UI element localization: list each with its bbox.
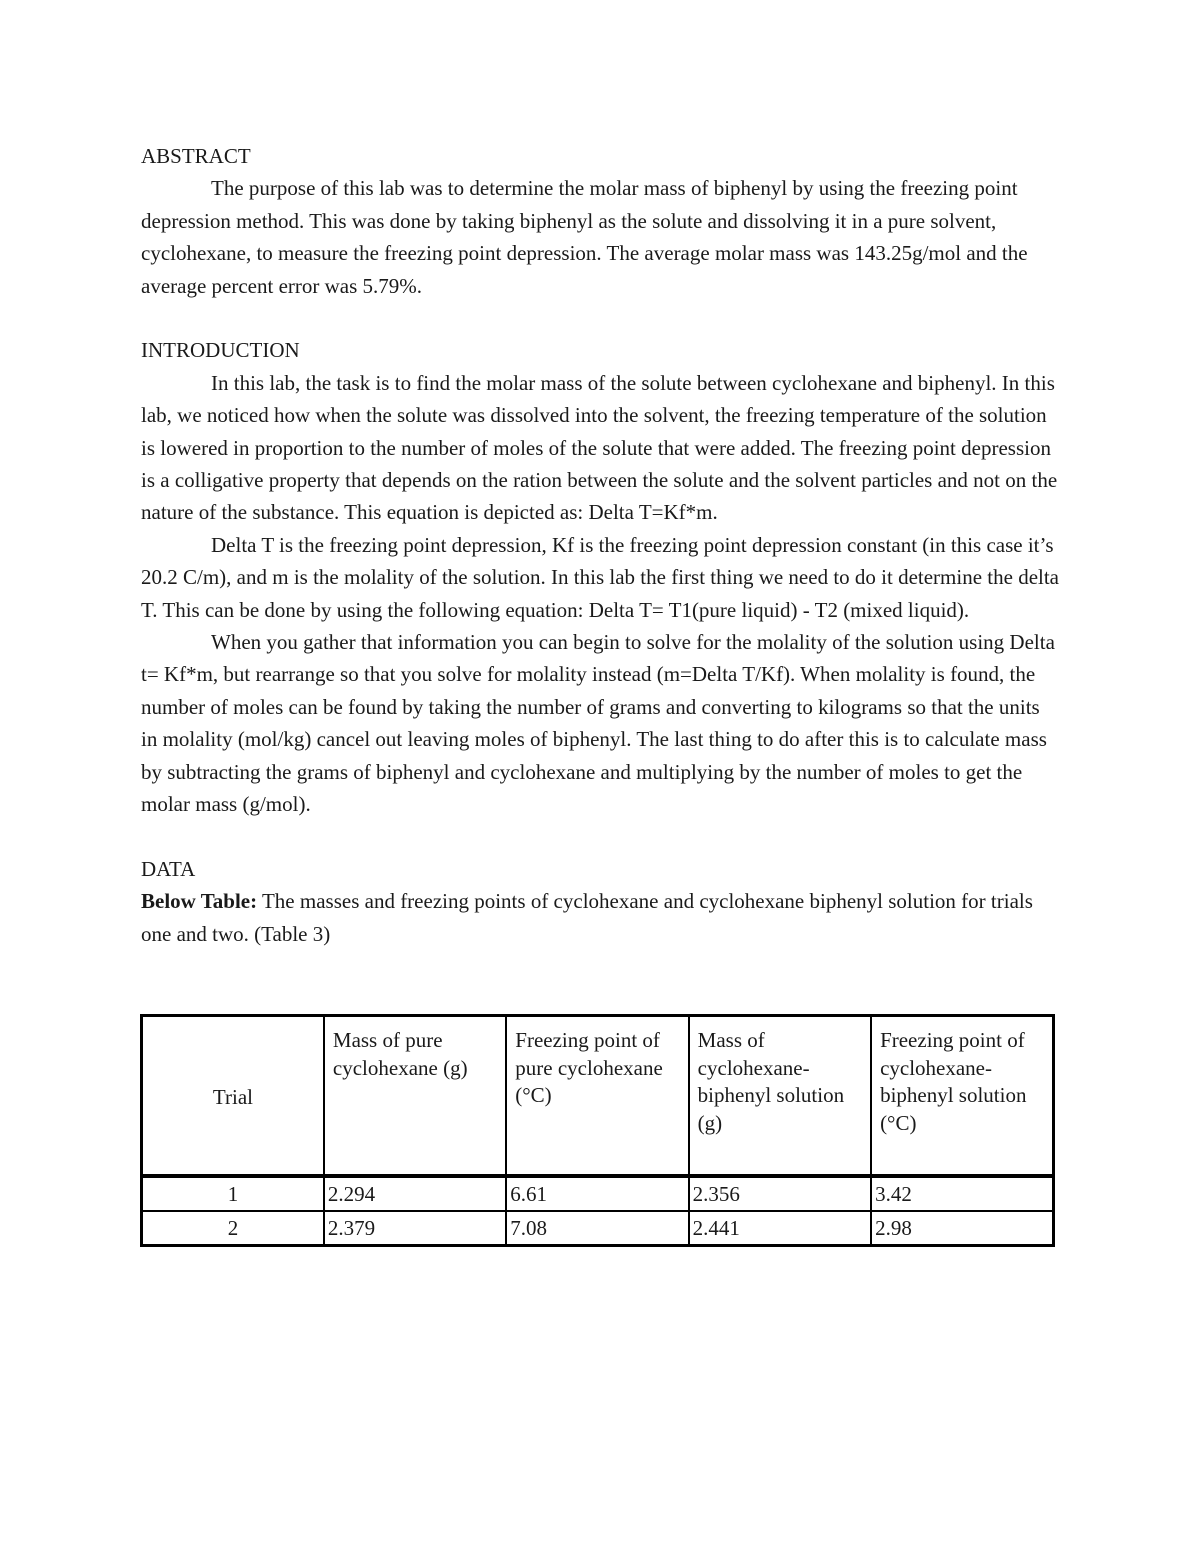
abstract-heading: ABSTRACT	[141, 144, 251, 168]
table-header-row	[142, 1016, 1054, 1176]
data-heading: DATA	[141, 856, 196, 881]
introduction-paragraph-3: When you gather that information you can begin to solve for the molality of the solution using Delta t= Kf*m, but rearrange so that you solve for molality instead (m=Delta T/Kf). When molality is found, the number of moles can be found by taking the number of grams and converting to kilograms so that the units in molality (mol/kg) cancel out leaving moles of biphenyl. The last thing to do after this is to calculate mass by subtracting the grams of biphenyl and cyclohexane and multiplying by the number of moles to get the molar mass (g/mol).	[141, 630, 1055, 817]
introduction-paragraph-1: In this lab, the task is to find the molar mass of the solute between cyclohexane and biphenyl. In this lab, we noticed how when the solute was dissolved into the solvent, the freezing temperature of the solution is lowered in proportion to the number of moles of the solute that were added. The freezing point depression is a colligative property that depends on the ration between the solute and the solvent particles and not on the nature of the substance. This equation is depicted as: Delta T=Kf*m.	[141, 370, 1058, 525]
table-caption-label: Below Table:	[141, 889, 258, 914]
table-cell: 2.441	[689, 1211, 871, 1246]
table-caption	[141, 885, 1061, 950]
table-cell: 3.42	[871, 1176, 1053, 1211]
header-freezing-point-pure: Freezing point of pure cyclohexane (°C)	[506, 1016, 688, 1176]
table-row	[142, 1211, 1054, 1246]
table-cell: 2.379	[324, 1211, 506, 1246]
document-page	[141, 140, 1061, 950]
introduction-paragraph-2: Delta T is the freezing point depression, Kf is the freezing point depression constant (in this case it’s 20.2 C/m), and m is the molality of the solution. In this lab the first thing we need to do it determine the delta T. This can be done by using the following equation: Delta T= T1(pure liquid) - T2 (mixed liquid).	[141, 532, 1060, 622]
table-cell: 2.356	[689, 1176, 871, 1211]
section-gap	[141, 821, 1061, 853]
table-cell: 6.61	[506, 1176, 688, 1211]
data-table	[140, 1014, 1055, 1247]
table-row	[142, 1176, 1054, 1211]
table-cell: 2.294	[324, 1176, 506, 1211]
table-cell: 7.08	[506, 1211, 688, 1246]
section-gap	[141, 302, 1061, 334]
header-trial: Trial	[142, 1016, 324, 1176]
table-cell: 2	[142, 1211, 324, 1246]
table-cell: 1	[142, 1176, 324, 1211]
introduction-heading: INTRODUCTION	[141, 338, 300, 363]
table-caption-text: The masses and freezing points of cyclohexane and cyclohexane biphenyl solution for trials one and two. (Table 3)	[141, 889, 1033, 946]
header-mass-solution: Mass of cyclohexane-biphenyl solution (g)	[689, 1016, 871, 1176]
abstract-paragraph: The purpose of this lab was to determine the molar mass of biphenyl by using the freezing point depression method. This was done by taking biphenyl as the solute and dissolving it in a pure solvent, cyclohexane, to measure the freezing point depression. The average molar mass was 143.25g/mol and the average percent error was 5.79%.	[141, 176, 1028, 298]
header-mass-pure-cyclohexane: Mass of pure cyclohexane (g)	[324, 1016, 506, 1176]
header-freezing-point-solution: Freezing point of cyclohexane-biphenyl solution (°C)	[871, 1016, 1053, 1176]
table-cell: 2.98	[871, 1211, 1053, 1246]
